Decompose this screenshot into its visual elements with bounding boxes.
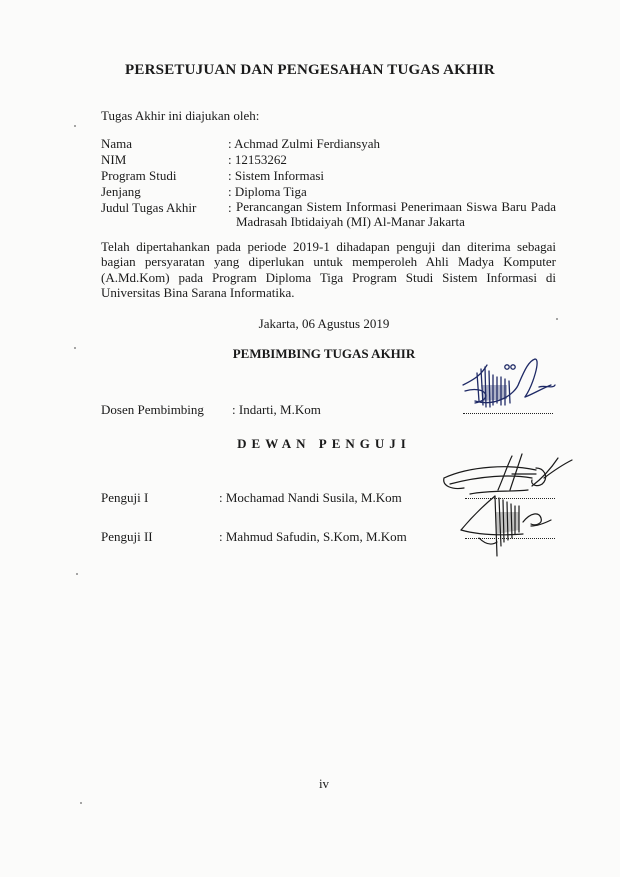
place-date: Jakarta, 06 Agustus 2019	[258, 316, 390, 331]
field-label-nama: Nama	[101, 136, 133, 151]
field-value-jenjang: : Diploma Tiga	[228, 184, 307, 199]
page-number: iv	[318, 776, 330, 791]
scan-speck	[74, 347, 76, 349]
penguji-1-value: : Mochamad Nandi Susila, M.Kom	[219, 490, 402, 505]
scan-speck	[556, 318, 558, 320]
field-label-judul: Judul Tugas Akhir	[101, 200, 197, 215]
field-value-judul: Perancangan Sistem Informasi Penerimaan Siswa Baru Pada Madrasah Ibtidaiyah (MI) Al-Manar Jakarta	[236, 199, 556, 229]
dewan-heading: DEWAN PENGUJI	[237, 436, 411, 451]
page-title: PERSETUJUAN DAN PENGESAHAN TUGAS AKHIR	[125, 62, 495, 78]
statement-paragraph: Telah dipertahankan pada periode 2019-1 dihadapan penguji dan diterima sebagai bagian persyaratan yang diperlukan untuk memperoleh Ahli Madya Komputer (A.Md.Kom) pada Program Diploma Tiga Program Studi Sistem Informasi di Universitas Bina Sarana Informatika.	[101, 239, 556, 301]
penguji-2-value: : Mahmud Safudin, S.Kom, M.Kom	[219, 529, 407, 544]
signature-pembimbing-image	[455, 355, 565, 415]
penguji-2-label: Penguji II	[101, 529, 153, 544]
field-value-program-studi: : Sistem Informasi	[228, 168, 325, 183]
signature-penguji-2-image	[455, 490, 565, 560]
field-value-nama: : Achmad Zulmi Ferdiansyah	[228, 136, 381, 151]
field-colon-judul: :	[228, 200, 232, 215]
scan-speck	[76, 573, 78, 575]
scan-speck	[80, 802, 82, 804]
field-label-jenjang: Jenjang	[101, 184, 141, 199]
scan-speck	[74, 125, 76, 127]
pembimbing-heading: PEMBIMBING TUGAS AKHIR	[232, 346, 416, 361]
field-label-nim: NIM	[101, 152, 127, 167]
intro-text: Tugas Akhir ini diajukan oleh:	[101, 108, 260, 123]
penguji-1-label: Penguji I	[101, 490, 149, 505]
field-value-nim: : 12153262	[228, 152, 287, 167]
pembimbing-value: : Indarti, M.Kom	[232, 402, 321, 417]
field-label-program-studi: Program Studi	[101, 168, 177, 183]
pembimbing-label: Dosen Pembimbing	[101, 402, 204, 417]
